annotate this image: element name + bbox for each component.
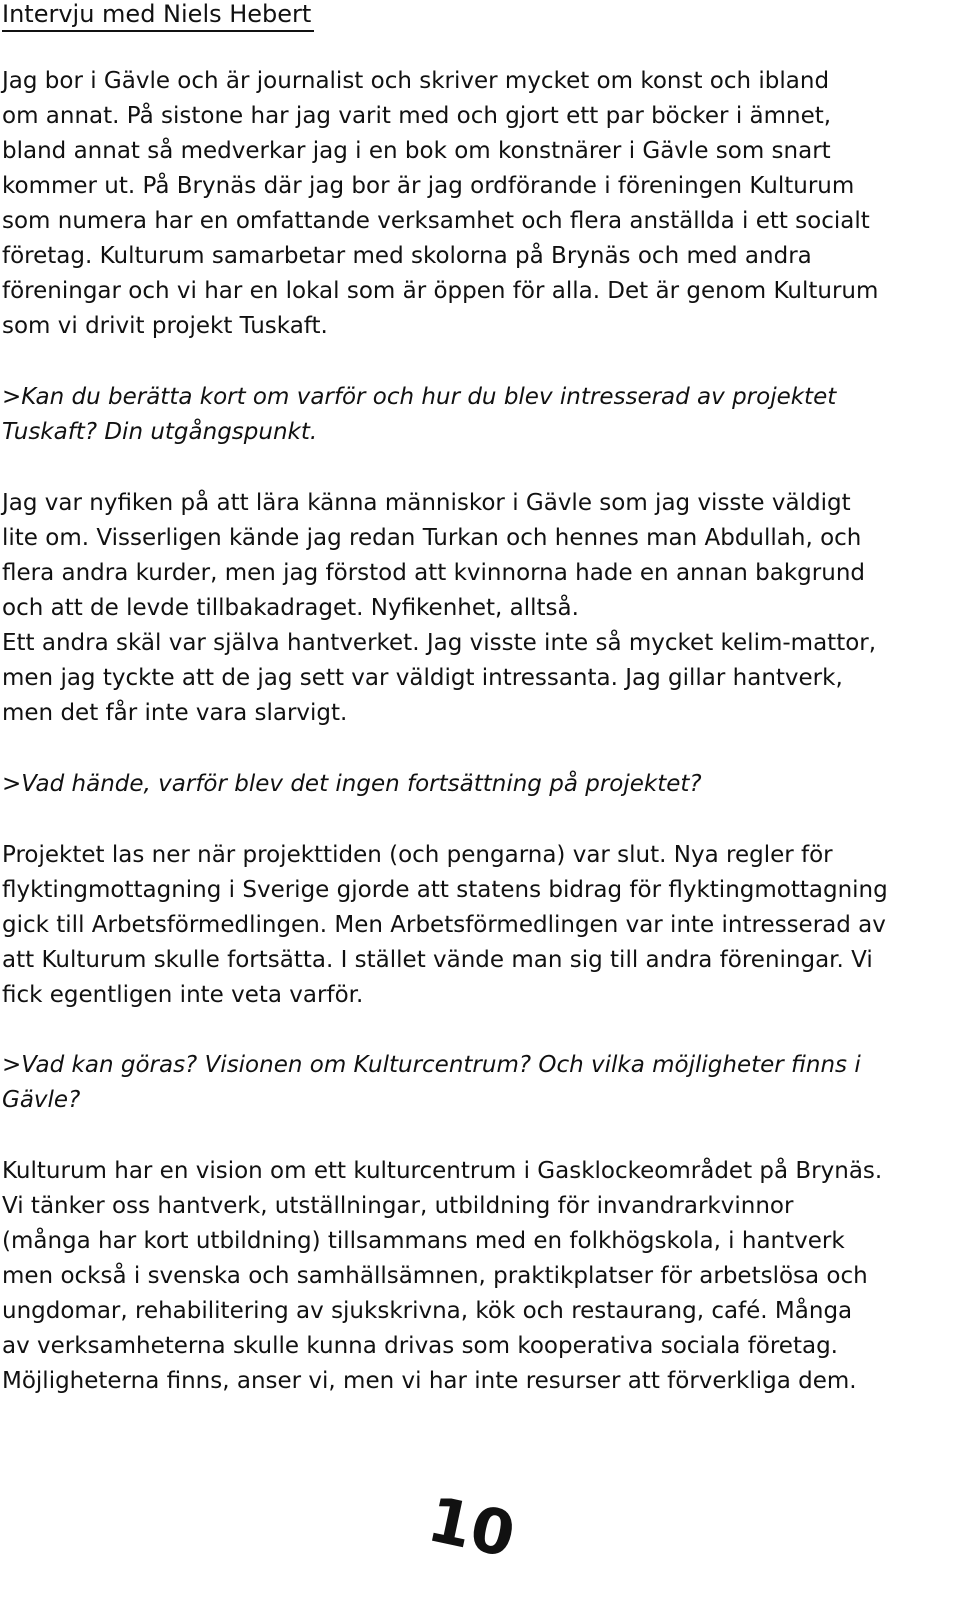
text-line: kommer ut. På Brynäs där jag bor är jag ordförande i föreningen Kulturum	[2, 173, 855, 199]
question-1	[2, 380, 836, 450]
text-line: fick egentligen inte veta varför.	[2, 982, 364, 1008]
text-line: som vi drivit projekt Tuskaft.	[2, 313, 328, 339]
intro-paragraph	[2, 64, 878, 344]
text-line: (många har kort utbildning) tillsammans med en folkhögskola, i hantverk	[2, 1228, 845, 1254]
text-line: föreningar och vi har en lokal som är öppen för alla. Det är genom Kulturum	[2, 278, 879, 304]
text-line: flera andra kurder, men jag förstod att kvinnorna hade en annan bakgrund	[2, 560, 865, 586]
text-line: som numera har en omfattande verksamhet och flera anställda i ett socialt	[2, 208, 870, 234]
text-line: Projektet las ner när projekttiden (och pengarna) var slut. Nya regler för	[2, 842, 833, 868]
text-line: Jag bor i Gävle och är journalist och skriver mycket om konst och ibland	[2, 68, 830, 94]
text-line: men det får inte vara slarvigt.	[2, 700, 348, 726]
question-line: >Vad kan göras? Visionen om Kulturcentrum? Och vilka möjligheter finns i	[2, 1052, 861, 1078]
text-line: Ett andra skäl var själva hantverket. Jag visste inte så mycket kelim-mattor,	[2, 630, 877, 656]
question-3	[2, 1048, 861, 1118]
text-line: Kulturum har en vision om ett kulturcentrum i Gasklockeområdet på Brynäs.	[2, 1158, 883, 1184]
text-line: gick till Arbetsförmedlingen. Men Arbetsförmedlingen var inte intresserad av	[2, 912, 886, 938]
question-2	[2, 767, 702, 802]
title-underline	[2, 30, 314, 32]
answer-3	[2, 1154, 882, 1399]
text-line: men också i svenska och samhällsämnen, praktikplatser för arbetslösa och	[2, 1263, 868, 1289]
text-line: ungdomar, rehabilitering av sjukskrivna, kök och restaurang, café. Många	[2, 1298, 853, 1324]
text-line: flyktingmottagning i Sverige gjorde att statens bidrag för flyktingmottagning	[2, 877, 888, 903]
text-line: att Kulturum skulle fortsätta. I stället vände man sig till andra föreningar. Vi	[2, 947, 873, 973]
text-line: av verksamheterna skulle kunna drivas som kooperativa sociala företag.	[2, 1333, 838, 1359]
question-line: Gävle?	[2, 1087, 81, 1113]
text-line: Jag var nyfiken på att lära känna människor i Gävle som jag visste väldigt	[2, 490, 851, 516]
text-line: men jag tyckte att de jag sett var väldigt intressanta. Jag gillar hantverk,	[2, 665, 843, 691]
answer-1	[2, 486, 876, 731]
text-line: företag. Kulturum samarbetar med skolorna på Brynäs och med andra	[2, 243, 812, 269]
question-line: Tuskaft? Din utgångspunkt.	[2, 419, 318, 445]
text-line: om annat. På sistone har jag varit med och gjort ett par böcker i ämnet,	[2, 103, 832, 129]
text-line: Möjligheterna finns, anser vi, men vi har inte resurser att förverkliga dem.	[2, 1368, 857, 1394]
text-line: lite om. Visserligen kände jag redan Turkan och hennes man Abdullah, och	[2, 525, 862, 551]
page-number: 10	[421, 1482, 522, 1572]
question-line: >Kan du berätta kort om varför och hur du blev intresserad av projektet	[2, 384, 837, 410]
text-line: och att de levde tillbakadraget. Nyfikenhet, alltså.	[2, 595, 579, 621]
question-line: >Vad hände, varför blev det ingen fortsättning på projektet?	[2, 771, 702, 797]
text-line: Vi tänker oss hantverk, utställningar, utbildning för invandrarkvinnor	[2, 1193, 794, 1219]
interview-title: Intervju med Niels Hebert	[2, 0, 312, 28]
answer-2	[2, 838, 888, 1013]
text-line: bland annat så medverkar jag i en bok om konstnärer i Gävle som snart	[2, 138, 831, 164]
